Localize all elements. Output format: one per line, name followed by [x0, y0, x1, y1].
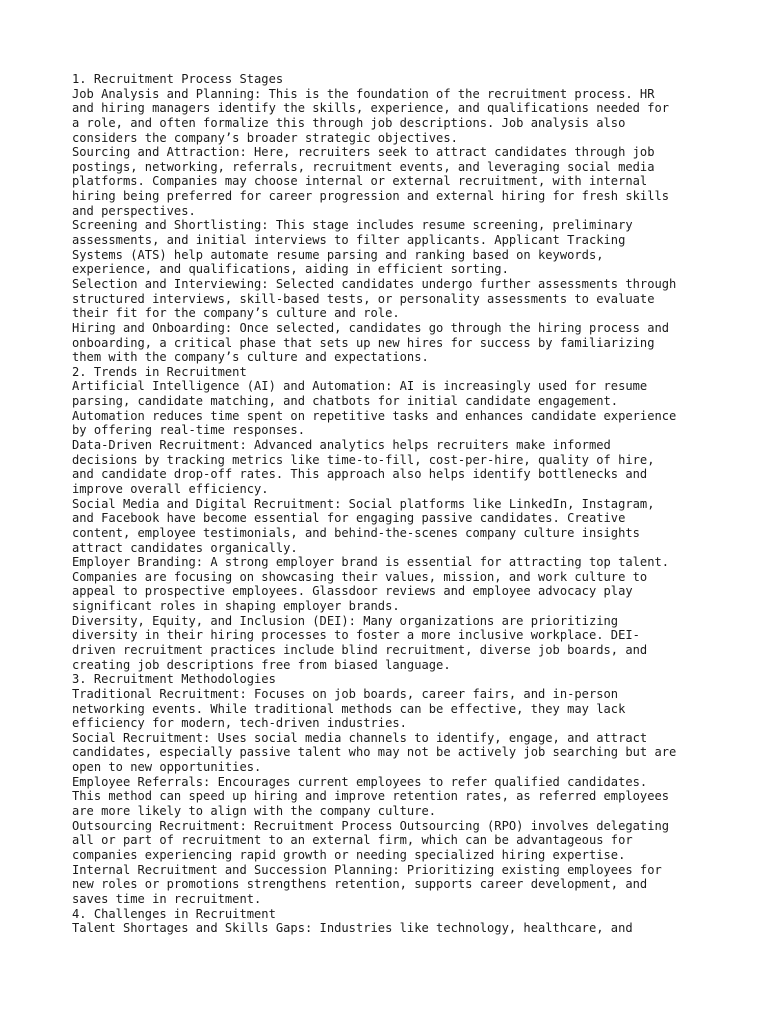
text-line: them with the company’s culture and expectations. — [72, 350, 429, 365]
section-heading: 3. Recruitment Methodologies — [72, 672, 276, 687]
text-line: Employee Referrals: Encourages current employees to refer qualified candidates. — [72, 774, 648, 789]
text-line: Internal Recruitment and Succession Planning: Prioritizing existing employees for — [72, 862, 662, 877]
text-line: networking events. While traditional methods can be effective, they may lack — [72, 701, 626, 716]
text-line: Social Recruitment: Uses social media channels to identify, engage, and attract — [72, 730, 648, 745]
text-line: structured interviews, skill-based tests, or personality assessments to evaluate — [72, 291, 655, 306]
text-line: Social Media and Digital Recruitment: Social platforms like LinkedIn, Instagram, — [72, 496, 655, 511]
text-line: postings, networking, referrals, recruitment events, and leveraging social media — [72, 159, 655, 174]
text-line: and hiring managers identify the skills, experience, and qualifications needed for — [72, 101, 670, 116]
text-line: attract candidates organically. — [72, 540, 298, 555]
text-line: and Facebook have become essential for engaging passive candidates. Creative — [72, 511, 626, 526]
text-line: diversity in their hiring processes to foster a more inclusive workplace. DEI- — [72, 628, 640, 643]
text-line: Companies are focusing on showcasing their values, mission, and work culture to — [72, 569, 648, 584]
text-line: creating job descriptions free from biased language. — [72, 657, 451, 672]
text-line: experience, and qualifications, aiding in efficient sorting. — [72, 262, 509, 277]
text-line: Data-Driven Recruitment: Advanced analytics helps recruiters make informed — [72, 438, 611, 453]
text-line: considers the company’s broader strategic objectives. — [72, 130, 458, 145]
text-line: driven recruitment practices include blind recruitment, diverse job boards, and — [72, 642, 648, 657]
text-line: open to new opportunities. — [72, 760, 262, 775]
text-line: Systems (ATS) help automate resume parsing and ranking based on keywords, — [72, 247, 604, 262]
text-line: hiring being preferred for career progression and external hiring for fresh skills — [72, 189, 670, 204]
text-line: companies experiencing rapid growth or needing specialized hiring expertise. — [72, 847, 626, 862]
section-heading: 2. Trends in Recruitment — [72, 364, 247, 379]
section-heading: 1. Recruitment Process Stages — [72, 72, 284, 86]
text-line: by offering real-time responses. — [72, 423, 305, 438]
text-line: and candidate drop-off rates. This approach also helps identify bottlenecks and — [72, 467, 648, 482]
text-line: Diversity, Equity, and Inclusion (DEI): Many organizations are prioritizing — [72, 613, 619, 628]
text-line: efficiency for modern, tech-driven industries. — [72, 716, 407, 731]
text-line: Artificial Intelligence (AI) and Automation: AI is increasingly used for resume — [72, 379, 648, 394]
text-line: saves time in recruitment. — [72, 891, 262, 906]
section-heading: 4. Challenges in Recruitment — [72, 906, 276, 921]
text-line: Sourcing and Attraction: Here, recruiters seek to attract candidates through job — [72, 145, 655, 160]
text-line: Talent Shortages and Skills Gaps: Industries like technology, healthcare, and — [72, 921, 633, 936]
text-line: are more likely to align with the company culture. — [72, 804, 437, 819]
text-line: Outsourcing Recruitment: Recruitment Process Outsourcing (RPO) involves delegating — [72, 818, 670, 833]
text-line: content, employee testimonials, and behind-the-scenes company culture insights — [72, 525, 640, 540]
text-line: appeal to prospective employees. Glassdoor reviews and employee advocacy play — [72, 584, 633, 599]
text-line: Screening and Shortlisting: This stage includes resume screening, preliminary — [72, 218, 633, 233]
text-line: candidates, especially passive talent who may not be actively job searching but are — [72, 745, 677, 760]
text-line: all or part of recruitment to an external firm, which can be advantageous for — [72, 833, 633, 848]
text-line: Selection and Interviewing: Selected candidates undergo further assessments through — [72, 276, 677, 291]
text-line: platforms. Companies may choose internal or external recruitment, with internal — [72, 174, 648, 189]
text-line: Traditional Recruitment: Focuses on job boards, career fairs, and in-person — [72, 686, 619, 701]
text-line: improve overall efficiency. — [72, 481, 269, 496]
text-line: decisions by tracking metrics like time-to-fill, cost-per-hire, quality of hire, — [72, 452, 655, 467]
text-line: their fit for the company’s culture and role. — [72, 306, 400, 321]
text-line: a role, and often formalize this through job descriptions. Job analysis also — [72, 115, 626, 130]
text-line: parsing, candidate matching, and chatbots for initial candidate engagement. — [72, 394, 619, 409]
text-line: This method can speed up hiring and improve retention rates, as referred employees — [72, 789, 670, 804]
text-line: onboarding, a critical phase that sets up new hires for success by familiarizing — [72, 335, 655, 350]
text-line: Employer Branding: A strong employer brand is essential for attracting top talent. — [72, 555, 670, 570]
document-body — [72, 72, 712, 936]
text-line: Job Analysis and Planning: This is the foundation of the recruitment process. HR — [72, 86, 655, 101]
text-line: Hiring and Onboarding: Once selected, candidates go through the hiring process and — [72, 320, 670, 335]
text-line: new roles or promotions strengthens retention, supports career development, and — [72, 877, 648, 892]
text-line: assessments, and initial interviews to filter applicants. Applicant Tracking — [72, 233, 626, 248]
text-line: and perspectives. — [72, 203, 196, 218]
text-line: Automation reduces time spent on repetitive tasks and enhances candidate experience — [72, 408, 677, 423]
text-line: significant roles in shaping employer brands. — [72, 599, 400, 614]
